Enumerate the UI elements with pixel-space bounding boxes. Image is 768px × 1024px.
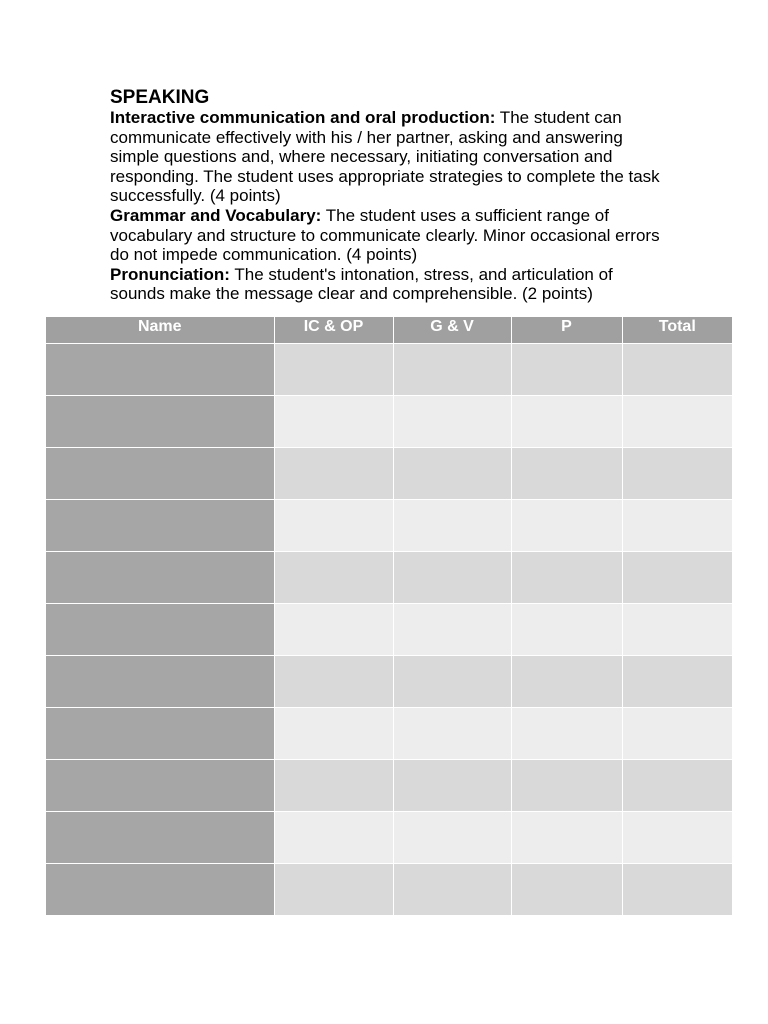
- column-header-ic-op: IC & OP: [274, 317, 393, 344]
- name-cell[interactable]: [46, 656, 274, 708]
- column-header-name: Name: [46, 317, 274, 344]
- column-header-g-v: G & V: [393, 317, 511, 344]
- scoring-table: [46, 317, 732, 915]
- table-row: [46, 864, 732, 916]
- ic-op-cell[interactable]: [274, 656, 393, 708]
- ic-op-cell[interactable]: [274, 344, 393, 396]
- name-cell[interactable]: [46, 708, 274, 760]
- table-header-row: [46, 317, 732, 344]
- p-cell[interactable]: [511, 656, 622, 708]
- g-v-cell[interactable]: [393, 604, 511, 656]
- total-cell[interactable]: [622, 760, 732, 812]
- ic-op-cell[interactable]: [274, 448, 393, 500]
- name-cell[interactable]: [46, 552, 274, 604]
- column-header-p: P: [511, 317, 622, 344]
- section-heading: SPEAKING: [110, 87, 210, 108]
- table-row: [46, 760, 732, 812]
- name-cell[interactable]: [46, 760, 274, 812]
- total-cell[interactable]: [622, 344, 732, 396]
- total-cell[interactable]: [622, 396, 732, 448]
- table-row: [46, 708, 732, 760]
- ic-op-cell[interactable]: [274, 708, 393, 760]
- p-cell[interactable]: [511, 344, 622, 396]
- column-header-total: Total: [622, 317, 732, 344]
- total-cell[interactable]: [622, 604, 732, 656]
- criterion-interactive-communication: [110, 108, 670, 206]
- criterion-label: Grammar and Vocabulary:: [110, 205, 322, 225]
- g-v-cell[interactable]: [393, 552, 511, 604]
- total-cell[interactable]: [622, 708, 732, 760]
- g-v-cell[interactable]: [393, 448, 511, 500]
- p-cell[interactable]: [511, 448, 622, 500]
- total-cell[interactable]: [622, 656, 732, 708]
- table-row: [46, 812, 732, 864]
- p-cell[interactable]: [511, 812, 622, 864]
- criterion-label: Interactive communication and oral production:: [110, 108, 496, 127]
- ic-op-cell[interactable]: [274, 864, 393, 916]
- p-cell[interactable]: [511, 708, 622, 760]
- name-cell[interactable]: [46, 396, 274, 448]
- name-cell[interactable]: [46, 864, 274, 916]
- table-row: [46, 656, 732, 708]
- criterion-text: The student's intonation, stress, and articulation of sounds make the message clear and comprehensible. (2 points): [110, 264, 613, 304]
- ic-op-cell[interactable]: [274, 500, 393, 552]
- criterion-text: The student can communicate effectively with his / her partner, asking and answering simple questions and, where necessary, initiating conversation and responding. The student uses appropriate strategies to complete the task successfully. (4 points): [110, 108, 660, 206]
- total-cell[interactable]: [622, 552, 732, 604]
- g-v-cell[interactable]: [393, 864, 511, 916]
- p-cell[interactable]: [511, 760, 622, 812]
- p-cell[interactable]: [511, 864, 622, 916]
- name-cell[interactable]: [46, 604, 274, 656]
- g-v-cell[interactable]: [393, 500, 511, 552]
- g-v-cell[interactable]: [393, 812, 511, 864]
- total-cell[interactable]: [622, 500, 732, 552]
- name-cell[interactable]: [46, 344, 274, 396]
- ic-op-cell[interactable]: [274, 396, 393, 448]
- g-v-cell[interactable]: [393, 760, 511, 812]
- g-v-cell[interactable]: [393, 344, 511, 396]
- table-row: [46, 448, 732, 500]
- p-cell[interactable]: [511, 500, 622, 552]
- table-row: [46, 396, 732, 448]
- p-cell[interactable]: [511, 604, 622, 656]
- criterion-grammar-vocabulary: [110, 206, 670, 265]
- table-row: [46, 604, 732, 656]
- g-v-cell[interactable]: [393, 396, 511, 448]
- g-v-cell[interactable]: [393, 708, 511, 760]
- ic-op-cell[interactable]: [274, 552, 393, 604]
- table-row: [46, 500, 732, 552]
- table-row: [46, 552, 732, 604]
- criterion-pronunciation: [110, 265, 670, 304]
- criterion-label: Pronunciation:: [110, 264, 230, 284]
- name-cell[interactable]: [46, 448, 274, 500]
- total-cell[interactable]: [622, 864, 732, 916]
- criterion-text: The student uses a sufficient range of vocabulary and structure to communicate clearly. Minor occasional errors do not impede communication. (4 points): [110, 205, 660, 265]
- ic-op-cell[interactable]: [274, 760, 393, 812]
- ic-op-cell[interactable]: [274, 812, 393, 864]
- total-cell[interactable]: [622, 448, 732, 500]
- g-v-cell[interactable]: [393, 656, 511, 708]
- criteria-section: [110, 87, 670, 304]
- total-cell[interactable]: [622, 812, 732, 864]
- p-cell[interactable]: [511, 552, 622, 604]
- name-cell[interactable]: [46, 812, 274, 864]
- table-row: [46, 344, 732, 396]
- name-cell[interactable]: [46, 500, 274, 552]
- ic-op-cell[interactable]: [274, 604, 393, 656]
- p-cell[interactable]: [511, 396, 622, 448]
- table-body: [46, 344, 732, 916]
